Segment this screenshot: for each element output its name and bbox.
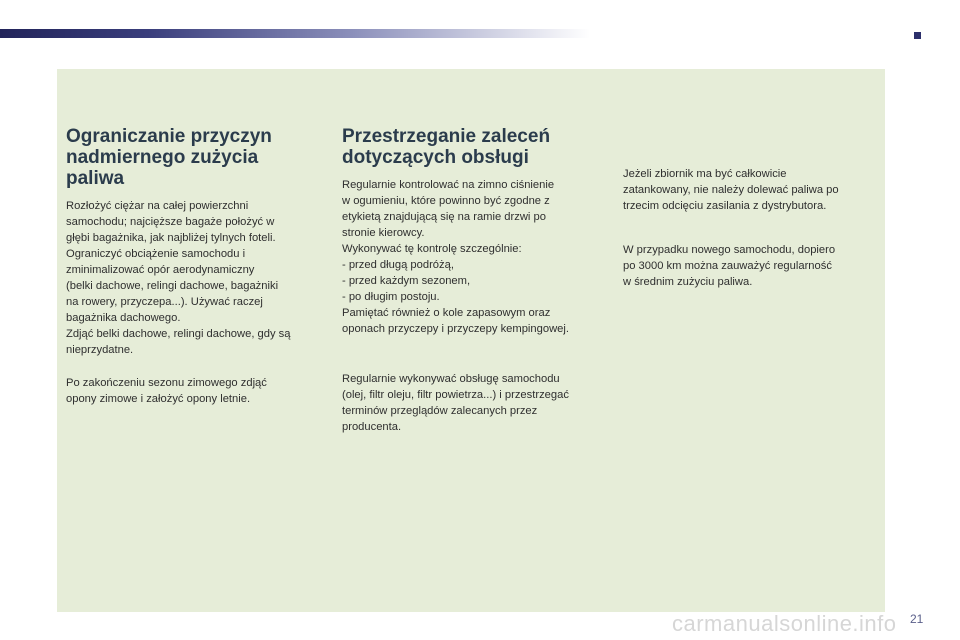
- page-number: 21: [910, 612, 924, 626]
- section-paragraph: Regularnie wykonywać obsługę samochodu (olej, filtr oleju, filtr powietrza...) i przestrzegać terminów przeglądów zalecanych przez producenta.: [342, 373, 569, 433]
- header-gradient-bar: [0, 29, 590, 38]
- header-corner-marker: [914, 32, 921, 39]
- section-fuel-tips: [623, 166, 873, 290]
- section-paragraph: Rozłożyć ciężar na całej powierzchni samochodu; najcięższe bagaże położyć w głębi bagażnika, jak najbliżej tylnych foteli. Ograniczyć obciążenie samochodu i zminimalizować opór aerodynamiczny (belki dachowe, relingi dachowe, bagażniki na rowery, przyczepa...). Używać raczej bagażnika dachowego. Zdjąć belki dachowe, relingi dachowe, gdy są nieprzydatne.: [66, 200, 291, 356]
- section-reduce-fuel-consumption: [66, 126, 324, 407]
- section-paragraph: Regularnie kontrolować na zimno ciśnienie w ogumieniu, które powinno być zgodne z etykietą znajdującą się na ramie drzwi po stronie kierowcy. Wykonywać tę kontrolę szczególnie: - przed długą podróżą, - przed każdym sezonem, - po długim postoju. Pamiętać również o kole zapasowym oraz oponach przyczepy i przyczepy kempingowej.: [342, 179, 569, 335]
- section-title: Przestrzeganie zaleceń dotyczących obsługi: [342, 126, 551, 168]
- section-paragraph: Jeżeli zbiornik ma być całkowicie zatankowany, nie należy dolewać paliwa po trzecim odcięciu zasilania z dystrybutora.: [623, 168, 839, 212]
- section-paragraph: W przypadku nowego samochodu, dopiero po 3000 km można zauważyć regularność w średnim zużyciu paliwa.: [623, 244, 836, 288]
- section-paragraph: Po zakończeniu sezonu zimowego zdjąć opony zimowe i założyć opony letnie.: [66, 377, 267, 405]
- section-title: Ograniczanie przyczyn nadmiernego zużycia paliwa: [66, 126, 272, 189]
- section-maintenance-recommendations: [342, 126, 604, 435]
- watermark-text: carmanualsonline.info: [672, 611, 897, 636]
